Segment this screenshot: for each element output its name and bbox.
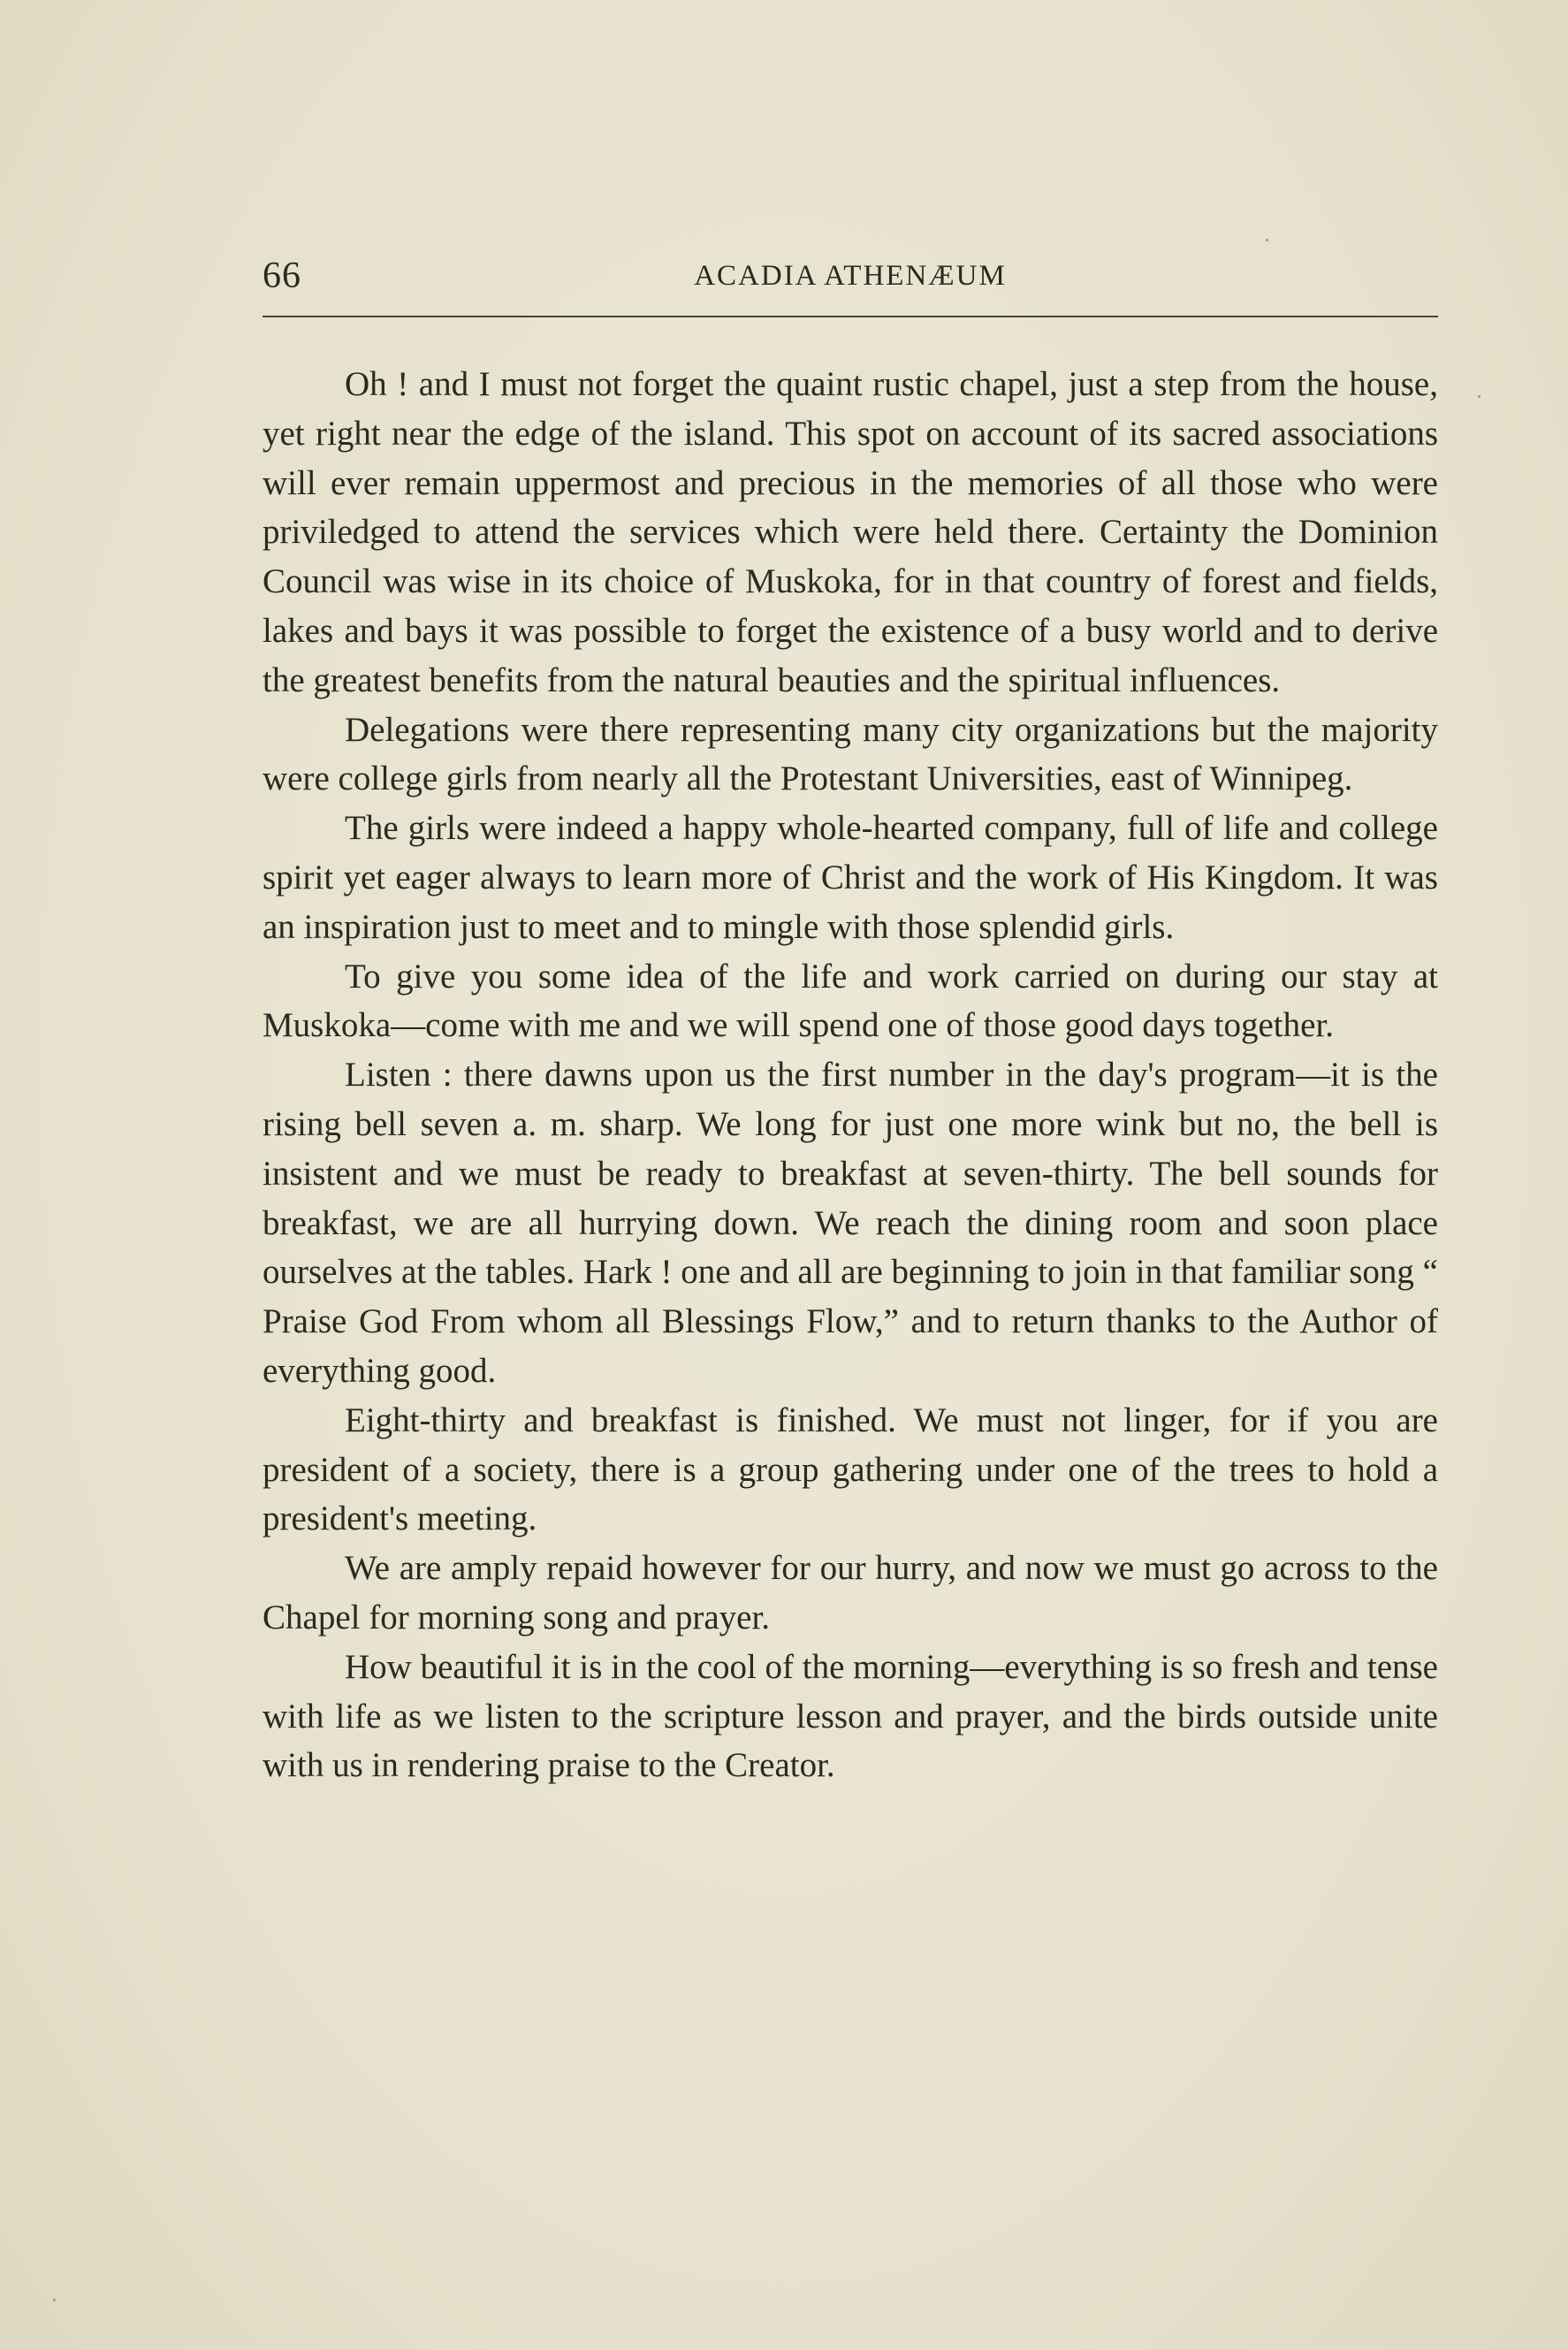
paragraph: Delegations were there representing many city organizations but the majority were college girls from nearly all the Protestant Universities, east of Winnipeg.: [263, 710, 1438, 798]
paragraph: To give you some idea of the life and work carried on during our stay at Muskoka—come with me and we will spend one of those good days together.: [263, 957, 1438, 1045]
paragraph: Oh ! and I must not forget the quaint rustic chapel, just a step from the house, yet right near the edge of the island. This spot on account of its sacred associations will ever remain uppermost and precious in the memories of all those who were priviledged to attend the services which were held there. Certainty the Dominion Council was wise in its choice of Muskoka, for in that country of forest and fields, lakes and bays it was possible to forget the existence of a busy world and to derive the greatest benefits from the natural beauties and the spiritual influences.: [263, 365, 1438, 699]
paragraph: Eight-thirty and breakfast is finished. We must not linger, for if you are president of a society, there is a group gathering under one of the trees to hold a president's meeting.: [263, 1400, 1438, 1538]
paper-speck: [53, 2299, 56, 2301]
paragraph: Listen : there dawns upon us the first number in the day's program—it is the rising bell seven a. m. sharp. We long for just one more wink but no, the bell is insistent and we must be ready to breakfast at seven-thirty. The bell sounds for breakfast, we are all hurrying down. We reach the dining room and soon place ourselves at the tables. Hark ! one and all are beginning to join in that familiar song “ Praise God From whom all Blessings Flow,” and to return thanks to the Author of everything good.: [263, 1056, 1438, 1390]
paper-speck: [1478, 395, 1480, 398]
paragraph: The girls were indeed a happy whole-hearted company, full of life and college spirit yet eager always to learn more of Christ and the work of His Kingdom. It was an inspiration just to meet and to mingle with those splendid girls.: [263, 809, 1438, 946]
header-rule: [263, 316, 1438, 317]
paragraph: How beautiful it is in the cool of the morning—everything is so fresh and tense with life as we listen to the scripture lesson and prayer, and the birds outside unite with us in rendering praise to the Creator.: [263, 1647, 1438, 1785]
paper-speck: [1266, 239, 1268, 241]
page-number: 66: [263, 256, 301, 296]
page-header: [263, 249, 1438, 302]
paragraph: We are amply repaid however for our hurry, and now we must go across to the Chapel for morning song and prayer.: [263, 1549, 1438, 1637]
running-head: ACADIA ATHENÆUM: [694, 260, 1007, 292]
article-body: [263, 360, 1438, 1790]
